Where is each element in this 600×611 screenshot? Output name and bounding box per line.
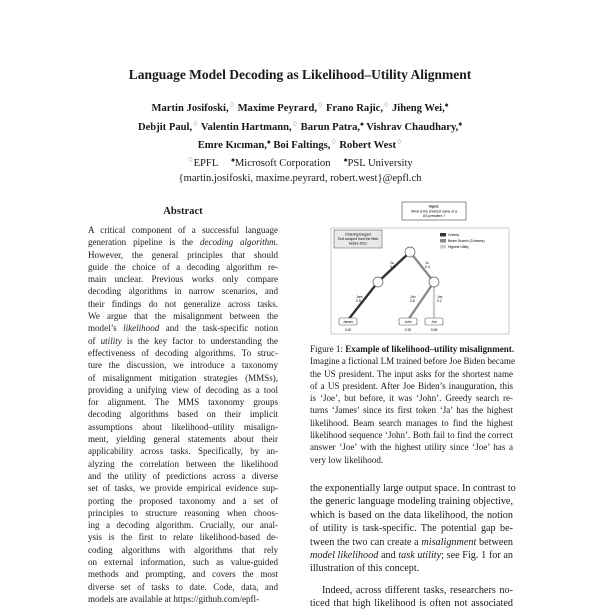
text-line: ture the discussion, we introduce a taxonomy (88, 360, 278, 371)
text-line: is ‘Joe’, but before, it was ‘John’. Greedy search re- (310, 393, 513, 404)
author-affiliation-mark: ♢ (383, 101, 390, 109)
author-list (60, 98, 540, 154)
text-line: We argue that the misalignment between the (88, 311, 278, 322)
caption-bold: Example of likelihood–utility misalignment. (345, 344, 515, 354)
text-line: ysis is the first to relate likelihood-based de- (88, 532, 278, 543)
legend-greedy: Greedy (448, 233, 460, 237)
text-line: of a US president. After Joe Biden’s inauguration, this (310, 380, 513, 391)
leaf-john-prob: 0.32 (404, 328, 412, 332)
text-line: assumptions about likelihood–utility misalign- (88, 421, 278, 432)
text-line: methods and prompting, and covers the most (88, 569, 278, 580)
author-name: Boi Faltings, (273, 140, 331, 151)
author-affiliation-mark: ♠ (458, 119, 463, 128)
affiliation-line (60, 153, 540, 171)
text-line: their findings do not generalize across tasks. (88, 298, 278, 309)
note-line-3: before 2021 (348, 241, 368, 246)
leaf-joe-prob: 0.08 (430, 328, 438, 332)
text-line: and the utility of predictions across a diverse (88, 470, 278, 481)
text-line: of utility is task-specific. The potential gap be- (310, 523, 513, 535)
edge-root-mid (410, 252, 434, 282)
author-name: Valentin Hartmann, (200, 121, 292, 133)
legend-utility-swatch (440, 245, 446, 249)
author-line-1 (60, 98, 540, 117)
author-name: Frano Rajic, (325, 103, 384, 114)
microsoft-mark: ♠ (231, 156, 235, 164)
author-name: Barun Patra, (300, 121, 361, 133)
token-joe: Joe (437, 295, 443, 299)
text-line: the US president. The input asks for the shortest name (310, 368, 513, 379)
text-line: model’s likelihood and the task-specific notion (88, 323, 278, 334)
note-line-1: Ordering Elegant (345, 232, 371, 237)
author-affiliation-mark: ♠ (444, 101, 449, 109)
text-line: applicability across tasks. Specifically, by an- (88, 446, 278, 457)
text-line: likelihood sequence ‘John’. Both fail to find the correct (310, 430, 513, 441)
text-line: the generic language modeling training objective, (310, 496, 513, 508)
text-line: generation pipeline is the decoding algorithm. (88, 237, 278, 248)
text-line: on external information, such as value-guided (88, 557, 278, 568)
prob-jo: 0.4 (425, 265, 430, 269)
prob-ja: 0.6 (390, 265, 395, 269)
text-line: answer ‘Joe’ with the highest utility since ‘Joe’ has a (310, 442, 513, 453)
text-line: guide the choice of a decoding algorithm re- (88, 261, 278, 272)
input-line-2: US president ? (422, 214, 446, 218)
token-joh: Joh (410, 295, 416, 299)
token-ja: Ja (390, 261, 394, 265)
text-line: likelihood. Beam search manages to find the highest (310, 417, 513, 428)
author-emails: {martin.josifoski, maxime.peyrard, robert.west}@epfl.ch (178, 173, 422, 184)
author-name: Robert West (339, 140, 396, 151)
text-line: for alignment. The MMS taxonomy groups (88, 397, 278, 408)
prob-joe: 0.2 (437, 299, 442, 303)
author-name: Maxime Peyrard, (237, 103, 317, 114)
text-line: Indeed, across different tasks, researchers no- (322, 584, 513, 596)
author-name: Martin Josifoski, (151, 103, 229, 114)
abstract-text (88, 224, 278, 605)
text-line: A critical component of a successful language (88, 225, 278, 235)
text-line: coding algorithms with algorithms that rely (88, 544, 278, 555)
token-jo: Jo (425, 261, 429, 265)
token-jam: Jam (356, 295, 363, 299)
author-line-3 (60, 135, 540, 154)
text-line: ment, yielding general statements about their (88, 434, 278, 445)
figure-caption (310, 343, 513, 466)
node-left (373, 277, 383, 287)
text-line: main unclear. Previous works only compare (88, 274, 278, 285)
text-line: set of tasks, we provide empirical evidence sup- (88, 483, 278, 494)
text-line: models are available at https://github.com/epfl- (88, 593, 260, 604)
text-line: porting the proposed taxonomy and a set of (88, 495, 278, 506)
author-affiliation-mark: ♠ (266, 138, 271, 146)
note-line-2: Text scraped from the Web (337, 237, 379, 241)
author-name: Emre Kıcıman, (197, 140, 267, 151)
text-line: the exponentially large output space. In contrast to (310, 483, 516, 494)
text-line: decoding algorithms in narrow scenarios, and (88, 286, 278, 297)
author-affiliation-mark: ♢ (330, 138, 337, 146)
author-name: Vishrav Chaudhary, (366, 121, 459, 133)
text-line: providing a unifying view of decoding as a tool (88, 384, 278, 395)
edge-left-leaf (348, 282, 378, 320)
author-name: Debjit Paul, (137, 121, 193, 133)
leaf-joe-label: Joe (431, 320, 437, 324)
text-line: tween the two can create a misalignment between (310, 536, 513, 548)
author-affiliation-mark: ♢ (291, 119, 298, 128)
leaf-james-label: James (343, 320, 353, 324)
author-affiliation-mark: ♢ (395, 138, 403, 146)
leaf-john-label: John (404, 320, 412, 324)
text-line: of utility is the key factor to understanding the (88, 335, 278, 346)
text-line: However, the general principles that should (88, 249, 278, 260)
caption-first-line (310, 343, 513, 355)
author-affiliation-mark: ♢ (192, 119, 199, 128)
author-affiliation-mark: ♠ (360, 119, 364, 128)
text-line: ticed that high likelihood is often not associated (310, 598, 513, 610)
author-name: Jiheng Wei, (391, 103, 445, 114)
paper-title: Language Model Decoding as Likelihood–Utility Alignment (128, 67, 472, 82)
legend-beam: Beam Search (3 beams) (448, 239, 485, 243)
text-line: Imagine a fictional LM trained before Joe Biden became (310, 356, 515, 367)
node-mid (429, 277, 439, 287)
figure-1-diagram (330, 200, 510, 335)
affiliation-epfl: EPFL (193, 158, 218, 169)
leaf-james-prob: 0.30 (344, 328, 352, 332)
legend-utility: Highest Utility (448, 245, 469, 249)
affiliation-psl: PSL University (347, 158, 413, 169)
decoding-tree-svg (330, 200, 510, 335)
prob-jam: 0.5 (356, 299, 361, 303)
author-affiliation-mark: ♢ (228, 101, 235, 109)
prob-joh: 0.8 (410, 299, 415, 303)
author-affiliation-mark: ♢ (317, 101, 324, 109)
node-root (405, 247, 415, 257)
text-line: ing a decoding algorithm. Crucially, our anal- (88, 520, 278, 531)
epfl-mark: ♢ (187, 156, 194, 164)
author-line-2 (60, 117, 540, 136)
text-line: principles to structure reasoning when choos- (88, 507, 278, 518)
text-line: of misalignment mitigation strategies (MMSs), (88, 372, 278, 383)
body-text-column-2 (310, 482, 516, 611)
affiliation-microsoft: Microsoft Corporation (234, 158, 331, 169)
text-line: diverse set of tasks to date. Code, data, and (88, 581, 278, 592)
text-line: turns ‘James’ since its first token ‘Ja’ has the highest (310, 405, 513, 416)
caption-lead: Figure 1: (310, 344, 346, 354)
text-line: decoding algorithms based on their implicit (88, 409, 278, 420)
abstract-heading: Abstract (163, 206, 203, 217)
input-label: Input: (429, 204, 439, 209)
text-line: alyzing the correlation between the likelihood (88, 458, 278, 469)
text-line: model likelihood and task utility; see Fig. 1 for an (310, 550, 513, 562)
affiliations (60, 153, 540, 186)
psl-mark: ♠ (343, 156, 348, 164)
text-line: very low likelihood. (310, 454, 384, 465)
legend-beam-swatch (440, 239, 446, 243)
input-line-1: What is the shortest name of a (411, 209, 457, 214)
text-line: illustration of this concept. (310, 563, 420, 575)
text-line: effectiveness of decoding algorithms. To struc- (88, 347, 278, 358)
text-line: which is based on the data likelihood, the notion (310, 509, 513, 521)
legend-greedy-swatch (440, 233, 446, 237)
